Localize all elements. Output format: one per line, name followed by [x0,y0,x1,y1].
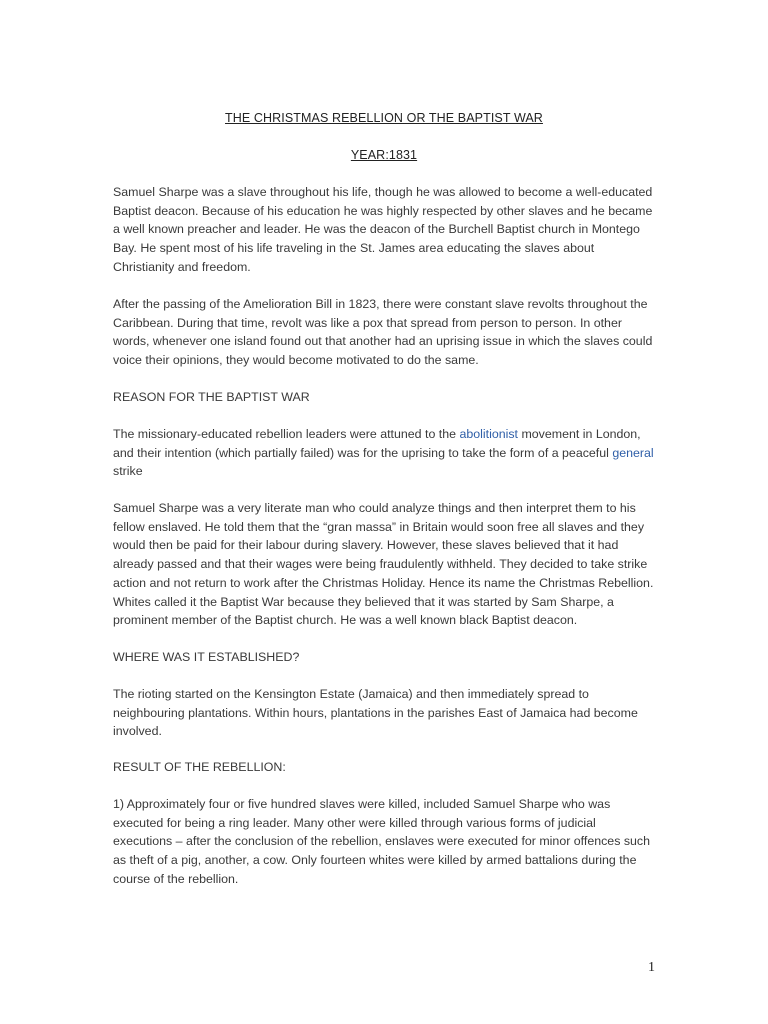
page-number: 1 [648,960,655,975]
document-year: YEAR:1831 [350,148,418,162]
paragraph-reason-text-a: The missionary-educated rebellion leaders were attuned to the [113,427,460,441]
paragraph-reason-text-b: movement in London, and their intention (which partially failed) was for the uprising to take the form of a peaceful [113,427,641,460]
paragraph-reason [113,425,658,481]
paragraph-kensington-estate: The rioting started on the Kensington Estate (Jamaica) and then immediately spread to neighbouring plantations. Within hours, plantations in the parishes East of Jamaica had become involved. [113,687,638,739]
abolitionist-link[interactable]: abolitionist [459,427,519,441]
paragraph-sharpe-literate: Samuel Sharpe was a very literate man who could analyze things and then interpret them to his fellow enslaved. He told them that the “gran massa” in Britain would soon free all slaves and they would then be paid for their labour during slavery. However, these slaves believed that it had already passed and that their wages were being fraudulently withheld. They decided to take strike action and not return to work after the Christmas Holiday. Hence its name the Christmas Rebellion. Whites called it the Baptist War because they believed that it was started by Sam Sharpe, a prominent member of the Baptist church. He was a well known black Baptist deacon. [113,501,654,628]
heading-where-established: WHERE WAS IT ESTABLISHED? [113,650,300,664]
paragraph-samuel-sharpe-intro: Samuel Sharpe was a slave throughout his life, though he was allowed to become a well-educated Baptist deacon. Because of his education he was highly respected by other slaves and he became a well known preacher and leader. He was the deacon of the Burchell Baptist church in Montego Bay. He spent most of his life traveling in the St. James area educating the slaves about Christianity and freedom. [113,185,653,274]
paragraph-amelioration-bill: After the passing of the Amelioration Bill in 1823, there were constant slave revolts throughout the Caribbean. During that time, revolt was like a pox that spread from person to person. In other words, whenever one island found out that another had an uprising issue in which the slaves could voice their opinions, they would become motivated to do the same. [113,297,653,368]
heading-result: RESULT OF THE REBELLION: [113,760,286,774]
document-title: THE CHRISTMAS REBELLION OR THE BAPTIST WAR [225,111,543,125]
paragraph-result: 1) Approximately four or five hundred slaves were killed, included Samuel Sharpe who was executed for being a ring leader. Many other were killed through various forms of judicial executions – after the conclusion of the rebellion, enslaves were executed for minor offences such as theft of a pig, another, a cow. Only fourteen whites were killed by armed battalions during the course of the rebellion. [113,797,651,886]
general-link[interactable]: general [612,445,654,460]
paragraph-reason-text-c: strike [113,464,143,479]
heading-reason: REASON FOR THE BAPTIST WAR [113,390,310,404]
